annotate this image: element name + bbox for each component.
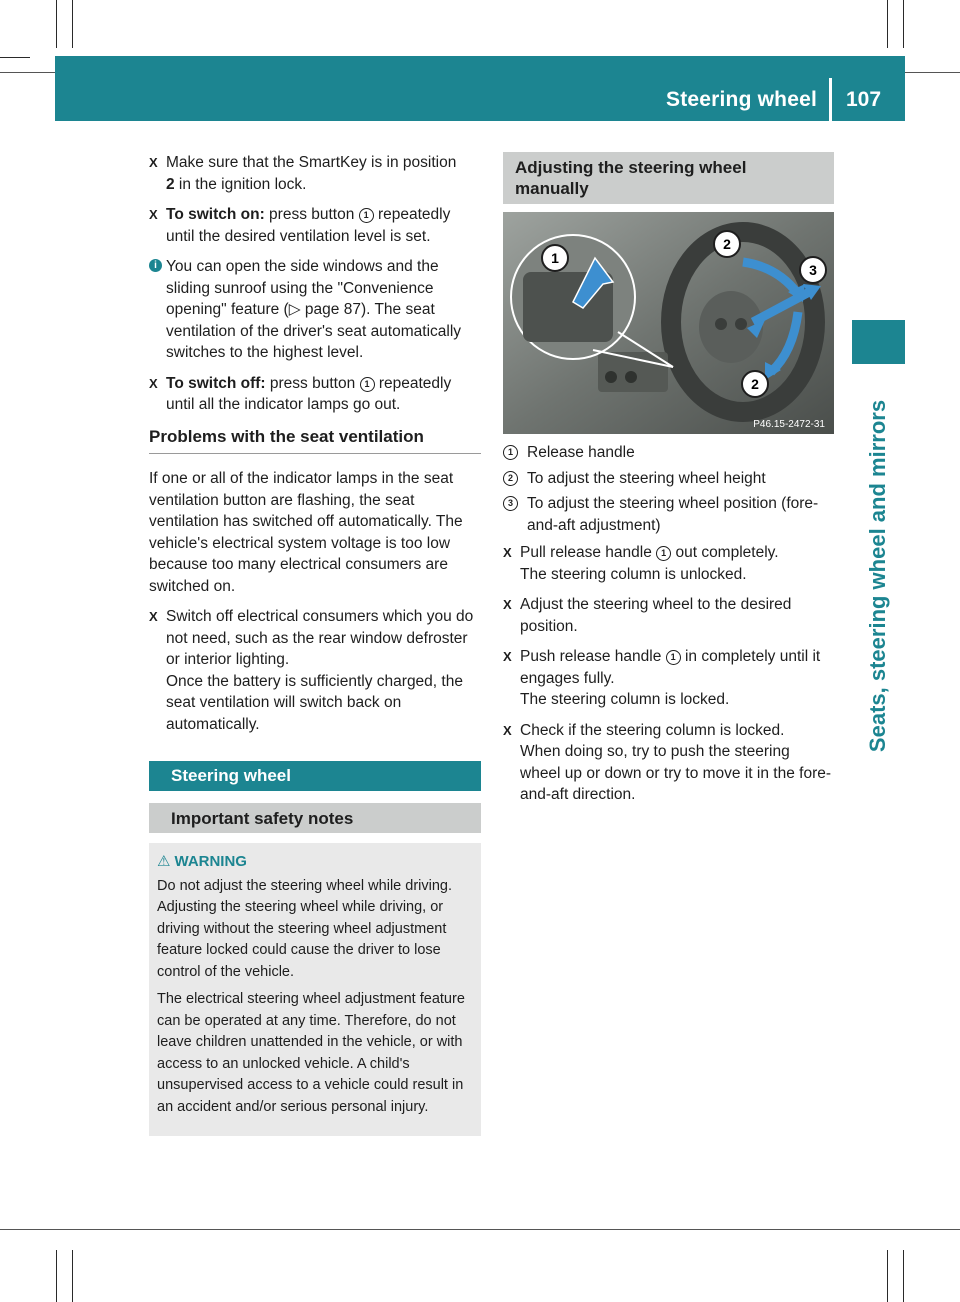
chapter-label: Seats, steering wheel and mirrors bbox=[865, 399, 890, 753]
crop-mark bbox=[887, 0, 888, 48]
crop-mark bbox=[903, 0, 904, 48]
step-marker-icon: X bbox=[149, 207, 158, 222]
legend-item: 2 To adjust the steering wheel height bbox=[503, 468, 834, 490]
callout-3-icon: 3 bbox=[503, 496, 518, 511]
step-item: X To switch on: press button 1 repeatedly until the desired ventilation level is set. bbox=[149, 206, 451, 245]
legend-item: 3 To adjust the steering wheel position (fore-and-aft adjustment) bbox=[503, 493, 834, 536]
subsection-title: Important safety notes bbox=[149, 803, 481, 833]
warning-header bbox=[157, 851, 473, 874]
warning-icon: ⚠ bbox=[157, 853, 171, 870]
page-ref-arrow-icon: ▷ bbox=[288, 301, 301, 318]
left-column bbox=[149, 152, 481, 1136]
running-header-title: Steering wheel bbox=[665, 88, 817, 111]
step-item: X Make sure that the SmartKey is in position 2 in the ignition lock. bbox=[149, 154, 457, 193]
page-number: 107 bbox=[846, 88, 882, 111]
crop-mark bbox=[0, 1229, 960, 1230]
svg-text:3: 3 bbox=[809, 262, 817, 278]
step-marker-icon: X bbox=[503, 545, 512, 560]
image-callout-2 bbox=[742, 371, 768, 397]
subheading: Problems with the seat ventilation bbox=[149, 426, 481, 455]
legend bbox=[503, 442, 834, 536]
image-code: P46.15-2472-31 bbox=[753, 419, 825, 430]
warning-text: The electrical steering wheel adjustment feature can be operated at any time. Therefore, do not leave children unattended in the vehicle, or with access to an unlocked vehicle. A child's unsupervised access to a vehicle could result in an accident and/or serious personal injury. bbox=[157, 991, 465, 1115]
step-marker-icon: X bbox=[503, 722, 512, 738]
image-callout-3 bbox=[800, 257, 826, 283]
callout-1-icon: 1 bbox=[656, 546, 671, 561]
warning-box bbox=[149, 843, 481, 1136]
right-column bbox=[503, 152, 834, 815]
crop-mark bbox=[56, 1250, 57, 1302]
crop-mark bbox=[887, 1250, 888, 1302]
header-divider bbox=[829, 78, 832, 121]
crop-mark bbox=[903, 1250, 904, 1302]
crop-mark bbox=[72, 1250, 73, 1302]
step-marker-icon: X bbox=[149, 609, 158, 624]
image-callout-1 bbox=[542, 245, 568, 271]
image-callout-2 bbox=[714, 231, 740, 257]
steering-adjustment-photo bbox=[503, 212, 834, 434]
info-icon: i bbox=[149, 259, 162, 272]
callout-1-icon: 1 bbox=[360, 377, 375, 392]
step-item: X Switch off electrical consumers which you do not need, such as the rear window defroster or interior lighting. Once the battery is sufficiently charged, the seat ventilation will switch back on automatically. bbox=[149, 608, 474, 733]
paragraph: If one or all of the indicator lamps in the seat ventilation button are flashing, the seat ventilation has switched off automatically. The vehicle's electrical system voltage is too low because too many electrical consumers are switched on. bbox=[149, 470, 463, 595]
section-title: Steering wheel bbox=[149, 761, 481, 791]
legend-item: 1 Release handle bbox=[503, 442, 834, 464]
callout-1-icon: 1 bbox=[503, 445, 518, 460]
step-item: X Adjust the steering wheel to the desired position. bbox=[503, 596, 792, 635]
step-marker-icon: X bbox=[149, 155, 158, 170]
svg-text:1: 1 bbox=[551, 250, 559, 266]
svg-text:2: 2 bbox=[723, 236, 731, 252]
crop-mark bbox=[72, 0, 73, 48]
warning-title: WARNING bbox=[174, 853, 247, 870]
subsection-title: Adjusting the steering wheel manually bbox=[503, 152, 834, 204]
step-item: X To switch off: press button 1 repeatedly until all the indicator lamps go out. bbox=[149, 374, 452, 413]
crop-mark bbox=[0, 57, 30, 58]
warning-text: Do not adjust the steering wheel while driving. Adjusting the steering wheel while driving, or driving without the steering wheel adjustment feature locked could cause the driver to lose control of the vehicle. bbox=[157, 877, 452, 980]
step-marker-icon: X bbox=[503, 649, 512, 664]
step-item: X Check if the steering column is locked. When doing so, try to push the steering wheel up or down or try to move it in the fore-and-aft direction. bbox=[503, 721, 832, 803]
step-marker-icon: X bbox=[503, 597, 512, 612]
callout-2-icon: 2 bbox=[503, 471, 518, 486]
callout-1-icon: 1 bbox=[666, 650, 681, 665]
step-marker-icon: X bbox=[149, 375, 158, 391]
info-note: i You can open the side windows and the sliding sunroof using the "Convenience opening" feature (▷ page 87). The seat ventilation of the driver's seat automatically switches to the highest level. bbox=[149, 256, 481, 364]
svg-text:2: 2 bbox=[751, 376, 759, 392]
step-item: X Pull release handle 1 out completely. The steering column is unlocked. bbox=[503, 544, 779, 583]
chapter-tab bbox=[852, 320, 905, 364]
step-item: X Push release handle 1 in completely until it engages fully. The steering column is locked. bbox=[503, 648, 821, 708]
crop-mark bbox=[56, 0, 57, 48]
callout-1-icon: 1 bbox=[359, 208, 374, 223]
